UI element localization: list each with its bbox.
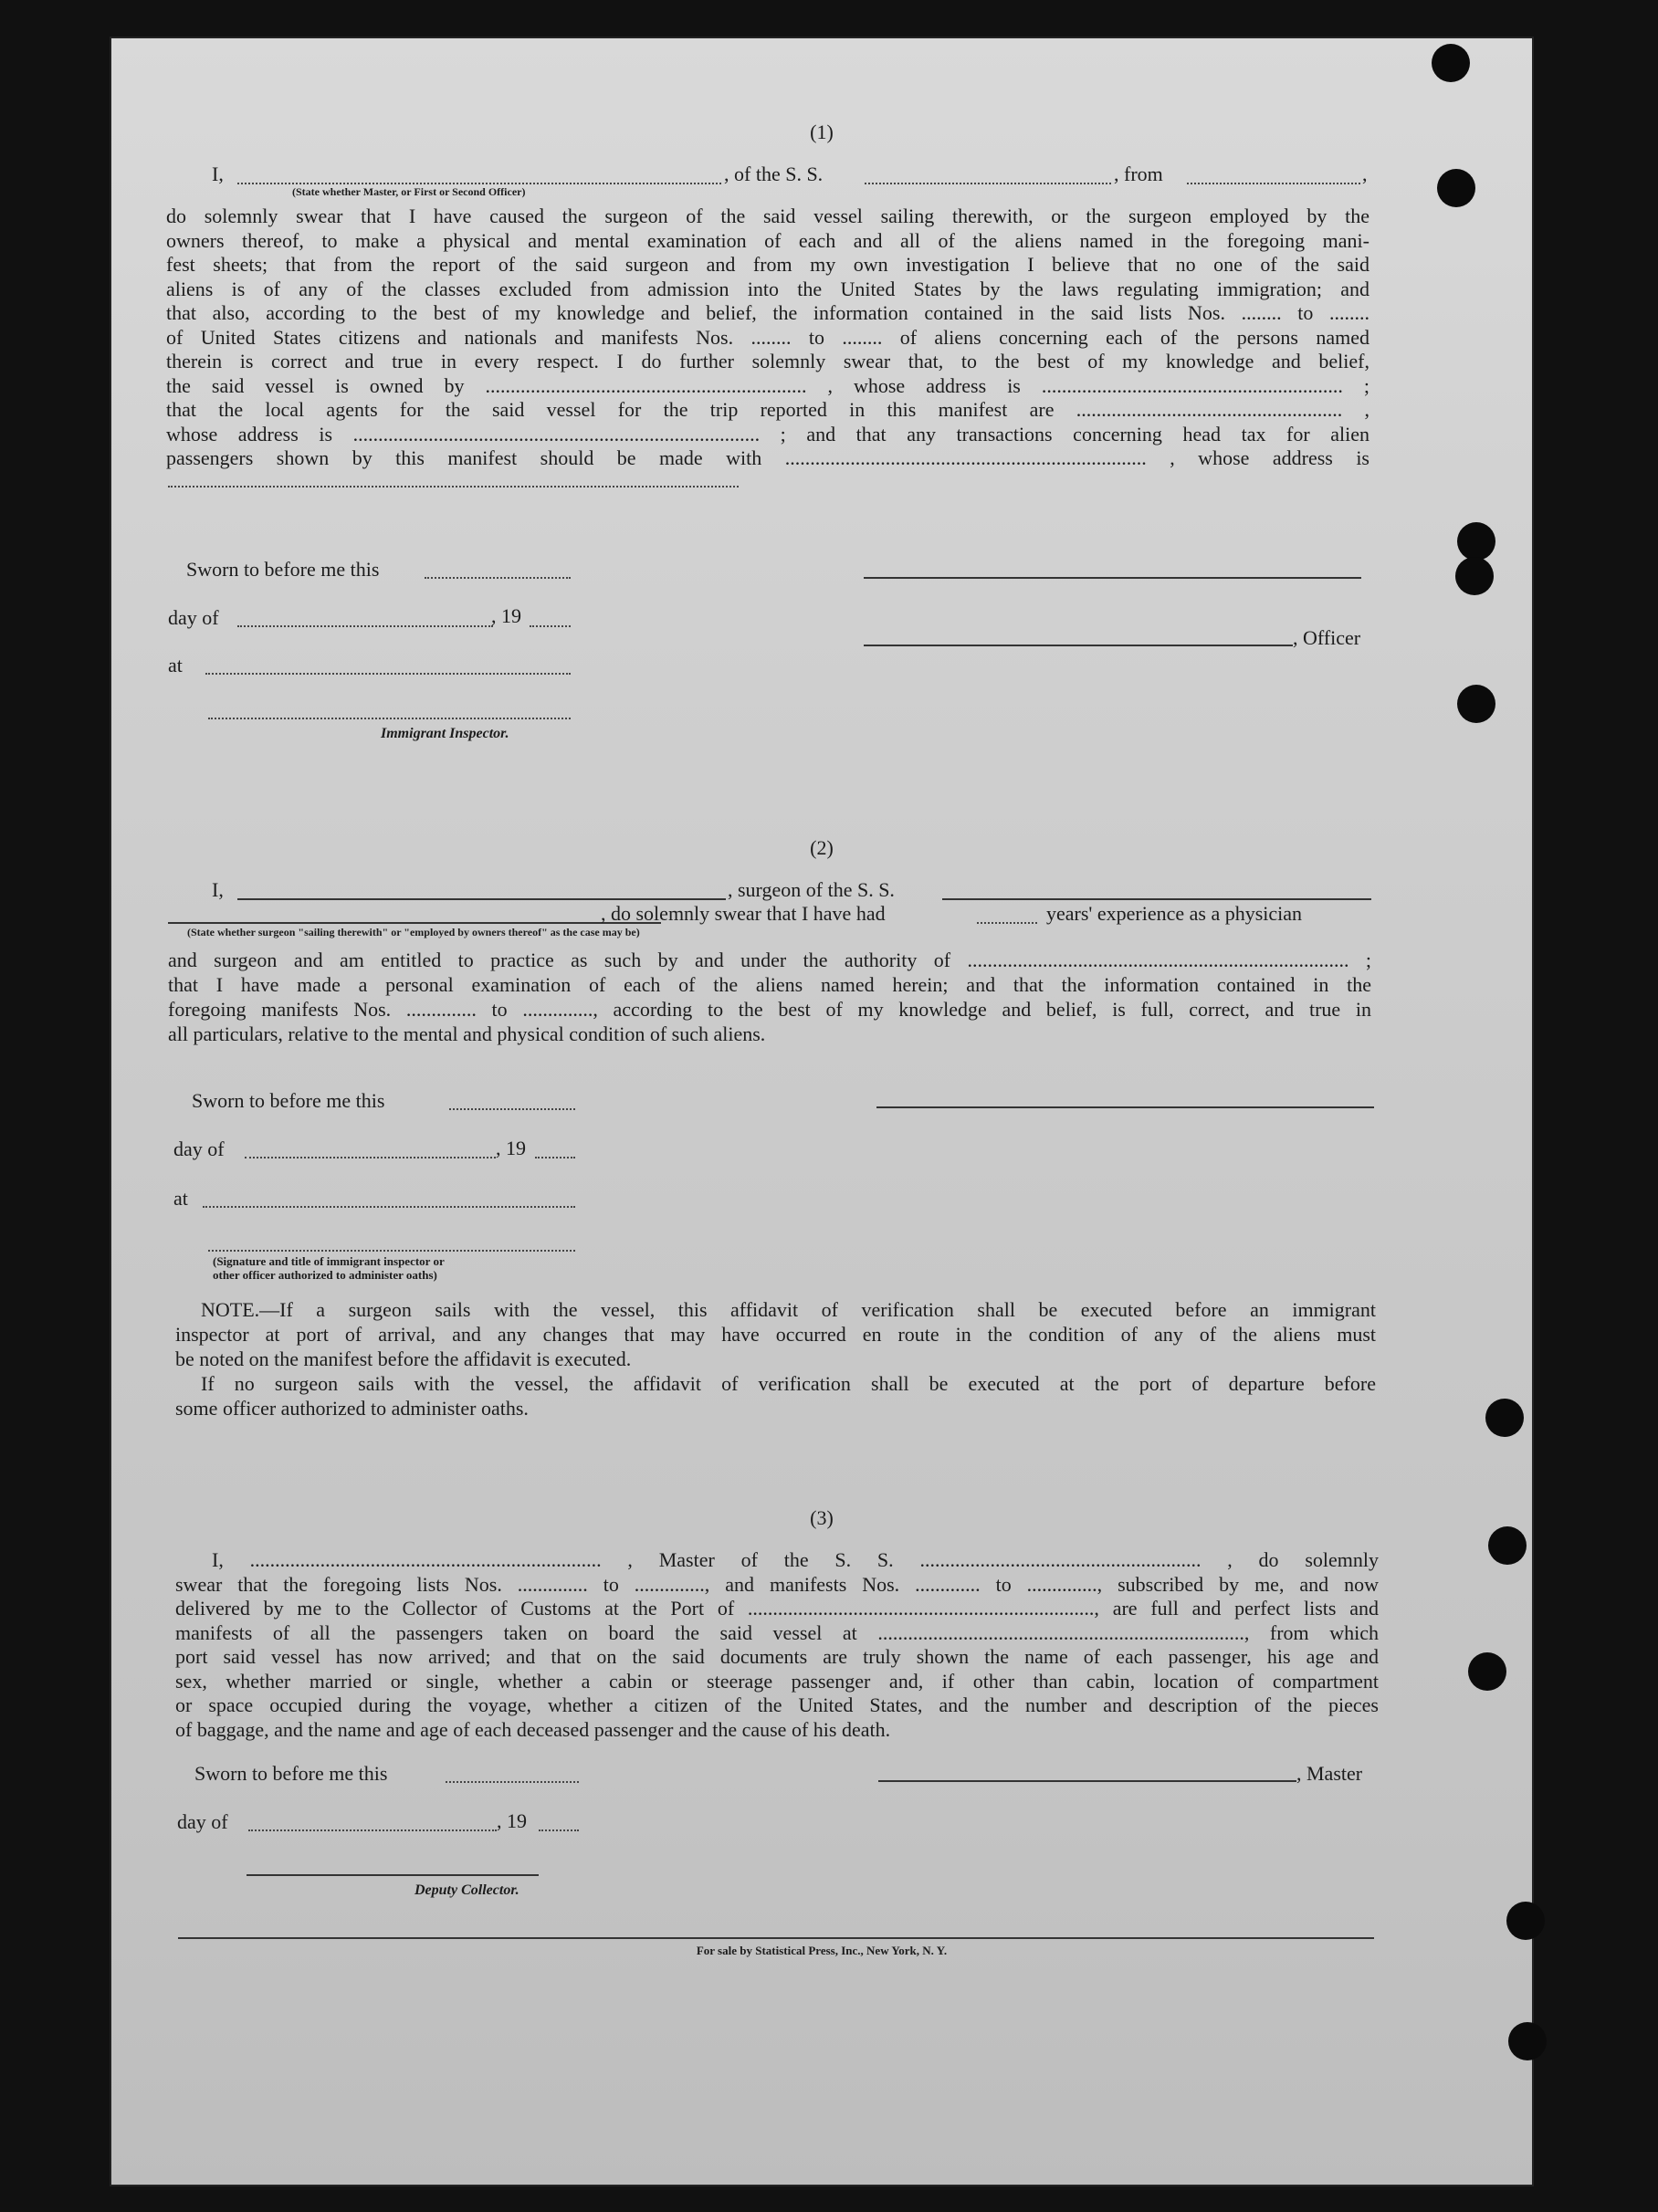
binder-hole [1437, 169, 1475, 207]
s3-collector-label: Deputy Collector. [414, 1882, 519, 1898]
s1-at-field[interactable] [205, 673, 571, 675]
s2-surgeon-type-field[interactable] [168, 922, 661, 924]
s1-body-line: of United States citizens and nationals and manifests Nos. ........ to ........ of aliens concerning each of the persons named [166, 325, 1369, 349]
s1-body-line: fest sheets; that from the report of the said surgeon and from my own investigation I believe that no one of the said [166, 253, 1369, 276]
binder-hole [1457, 522, 1495, 561]
s3-sworn-day-field[interactable] [446, 1781, 579, 1783]
binder-hole [1432, 44, 1470, 82]
s2-year-label: , 19 [496, 1137, 526, 1159]
section-3-number: (3) [810, 1506, 834, 1529]
s2-body-line: and surgeon and am entitled to practice as such by and under the authority of ............................................................................ ; [168, 949, 1371, 971]
s2-note-line: If no surgeon sails with the vessel, the affidavit of verification shall be executed at the port of departure before [201, 1372, 1376, 1395]
s1-sworn-label: Sworn to before me this [186, 558, 380, 581]
s3-collector-signature-line[interactable] [247, 1874, 539, 1876]
s2-body [168, 948, 1371, 1046]
s1-body-line: owners thereof, to make a physical and mental examination of each and all of the aliens named in the foregoing mani- [166, 228, 1369, 252]
s2-inspector-signature-line[interactable] [208, 1250, 575, 1252]
binder-hole [1457, 685, 1495, 723]
s1-at-label: at [168, 654, 183, 676]
s2-year-field[interactable] [535, 1157, 575, 1158]
s3-sworn-label: Sworn to before me this [194, 1762, 388, 1785]
s1-caption: (State whether Master, or First or Second Officer) [292, 185, 526, 198]
s3-year-label: , 19 [497, 1809, 527, 1832]
s2-surgeon-signature-line[interactable] [876, 1106, 1374, 1108]
s2-i-label: I, [212, 878, 224, 901]
binder-hole [1506, 1902, 1545, 1940]
s1-body-line: the said vessel is owned by ................................................................ , whose address is ............................................................ ; [166, 373, 1369, 397]
s2-note-line: inspector at port of arrival, and any changes that may have occurred en route in the condition of any of the aliens must [175, 1323, 1376, 1346]
s3-year-field[interactable] [539, 1829, 579, 1831]
section-2-number: (2) [810, 836, 834, 859]
binder-hole [1508, 2022, 1547, 2060]
s2-ship-name-field[interactable] [942, 898, 1371, 900]
footer-imprint: For sale by Statistical Press, Inc., New York, N. Y. [696, 1944, 948, 1957]
s2-day-of-label: day of [173, 1137, 225, 1160]
s1-address-continuation-field[interactable] [168, 486, 739, 487]
s3-body-line: sex, whether married or single, whether a cabin or steerage passenger and, if other than cabin, location of compartment [175, 1669, 1379, 1693]
s1-sworn-day-field[interactable] [425, 577, 571, 579]
s1-comma: , [1362, 162, 1368, 185]
s3-day-of-label: day of [177, 1810, 228, 1833]
s1-body-line: aliens is of any of the classes excluded from admission into the United States by the laws regulating immigration; and [166, 277, 1369, 300]
s3-body-line: delivered by me to the Collector of Customs at the Port of ....................................................................., are full and perfect lists and [175, 1597, 1379, 1620]
s1-from-field[interactable] [1187, 183, 1360, 184]
binder-hole [1488, 1526, 1527, 1565]
s3-body-line: manifests of all the passengers taken on board the said vessel at ........................................................................., from which [175, 1620, 1379, 1644]
s2-years-label: years' experience as a physician [1046, 902, 1303, 925]
s2-note-line: be noted on the manifest before the affidavit is executed. [175, 1347, 632, 1370]
s2-at-label: at [173, 1187, 188, 1210]
s2-sig-caption-line2: other officer authorized to administer oaths) [213, 1268, 437, 1282]
s1-of-ss-label: , of the S. S. [724, 162, 824, 185]
s1-i-label: I, [212, 162, 224, 185]
s2-note [175, 1297, 1376, 1421]
s2-note-line: NOTE.—If a surgeon sails with the vessel, this affidavit of verification shall be executed before an immigrant [201, 1298, 1376, 1321]
s3-body-line: I, ...................................................................... , Master of the S. S. ........................................................ , do solemnly [212, 1548, 1379, 1571]
s2-month-field[interactable] [245, 1157, 496, 1158]
s3-master-label: , Master [1296, 1762, 1363, 1785]
binder-hole [1485, 1399, 1524, 1437]
s1-ship-name-field[interactable] [865, 183, 1111, 184]
binder-hole [1468, 1652, 1506, 1691]
s2-caption: (State whether surgeon "sailing therewith" or "employed by owners thereof" as the case may be) [187, 926, 640, 938]
s1-officer-name-line[interactable] [864, 645, 1293, 646]
s1-day-of-label: day of [168, 606, 219, 629]
s2-body-line: all particulars, relative to the mental and physical condition of such aliens. [168, 1022, 766, 1045]
s2-body-line: that I have made a personal examination of each of the aliens named herein; and that the information contained in the [168, 973, 1371, 996]
s3-body-line: swear that the foregoing lists Nos. .............. to .............., and manifests Nos. ............. to .............., subscribed by me, and now [175, 1572, 1379, 1596]
s2-surgeon-of-label: , surgeon of the S. S. [728, 878, 895, 901]
s1-officer-name-field[interactable] [237, 183, 721, 184]
s3-body-line: port said vessel has now arrived; and that on the said documents are truly shown the name of each passenger, his age and [175, 1645, 1379, 1668]
s1-body-line: passengers shown by this manifest should be made with ........................................................................ , whose address is [166, 446, 1369, 469]
s1-officer-label: , Officer [1293, 626, 1361, 649]
s1-body [166, 204, 1369, 471]
s1-body-line: therein is correct and true in every respect. I do further solemnly swear that, to the best of my knowledge and belief, [166, 350, 1369, 372]
s2-swear-label: , do solemnly swear that I have had [601, 902, 886, 925]
s3-master-signature-line[interactable] [878, 1780, 1296, 1782]
s1-year-label: , 19 [491, 604, 521, 627]
s1-month-field[interactable] [237, 625, 493, 627]
s1-body-line: that also, according to the best of my knowledge and belief, the information contained in the said lists Nos. ........ to ........ [166, 301, 1369, 324]
s1-inspector-label: Immigrant Inspector. [381, 726, 509, 741]
s3-body-line: or space occupied during the voyage, whether a citizen of the United States, and the number and description of the pieces [175, 1693, 1379, 1716]
s3-month-field[interactable] [248, 1829, 497, 1831]
s1-inspector-signature-line[interactable] [208, 718, 571, 719]
s2-body-line: foregoing manifests Nos. .............. to .............., according to the best of my knowledge and belief, is full, correct, and true in [168, 998, 1371, 1021]
s1-body-line: do solemnly swear that I have caused the surgeon of the said vessel sailing therewith, or the surgeon employed by the [166, 204, 1369, 227]
s2-surgeon-name-field[interactable] [237, 898, 726, 900]
s1-year-field[interactable] [530, 625, 571, 627]
s1-from-label: , from [1114, 162, 1163, 185]
s3-body [175, 1548, 1379, 1742]
s2-note-line: some officer authorized to administer oaths. [175, 1397, 529, 1420]
document-page [110, 37, 1534, 2186]
s2-sworn-day-field[interactable] [449, 1108, 575, 1110]
footer-rule [178, 1937, 1374, 1939]
s2-sig-caption-line1: (Signature and title of immigrant inspector or [213, 1254, 445, 1268]
s1-body-line: whose address is ................................................................................. ; and that any transactions concerning head tax for alien [166, 422, 1369, 446]
section-1-number: (1) [810, 121, 834, 143]
s2-sworn-label: Sworn to before me this [192, 1089, 385, 1112]
s1-body-line: that the local agents for the said vessel for the trip reported in this manifest are ..................................................... , [166, 398, 1369, 421]
s1-officer-signature-line[interactable] [864, 577, 1361, 579]
s2-at-field[interactable] [203, 1206, 575, 1208]
s3-body-line: of baggage, and the name and age of each deceased passenger and the cause of his death. [175, 1717, 891, 1741]
binder-hole [1455, 557, 1494, 595]
s2-years-field[interactable] [977, 922, 1037, 924]
